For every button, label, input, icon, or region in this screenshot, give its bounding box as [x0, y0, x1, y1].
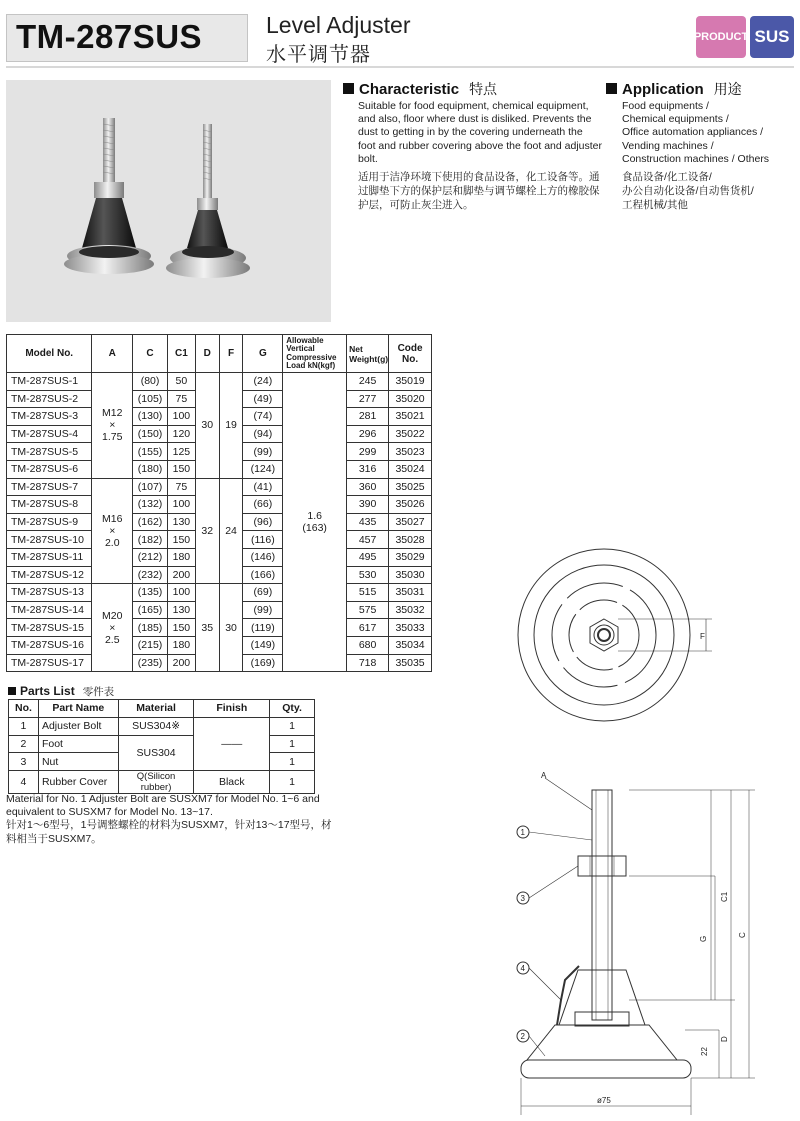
load-value: (163) — [302, 522, 327, 535]
thread-spec: 1.75 — [102, 431, 123, 444]
spec-row — [7, 584, 432, 602]
parts-header-finish: Finish — [194, 700, 270, 718]
part-qty: 1 — [270, 753, 315, 771]
cell-g: (99) — [243, 601, 283, 619]
parts-header-name: Part Name — [38, 700, 118, 718]
cell-g: (119) — [243, 619, 283, 637]
callout-2: 2 — [520, 1032, 525, 1041]
application-heading-zh: 用途 — [713, 81, 742, 97]
cell-code: 35019 — [389, 373, 432, 391]
thread-spec: × — [109, 621, 116, 634]
product-tag: PRODUCT — [696, 16, 746, 58]
application-item: Construction machines / Others — [622, 152, 770, 165]
cell-model: TM-287SUS-8 — [7, 496, 92, 514]
cell-code: 35025 — [389, 478, 432, 496]
cell-code: 35020 — [389, 390, 432, 408]
cell-c1: 100 — [167, 584, 195, 602]
cell-code: 35032 — [389, 601, 432, 619]
part-name: Adjuster Bolt — [38, 717, 118, 735]
cell-g: (94) — [243, 425, 283, 443]
cell-c1: 200 — [167, 654, 195, 672]
dim-d: D — [720, 1036, 729, 1042]
part-material: Q(Silicon rubber) — [118, 771, 194, 794]
cell-g: (99) — [243, 443, 283, 461]
cell-g: (169) — [243, 654, 283, 672]
cell-c1: 130 — [167, 513, 195, 531]
cell-c: (185) — [133, 619, 168, 637]
part-qty: 1 — [270, 771, 315, 794]
cell-c1: 100 — [167, 408, 195, 426]
cell-c1: 180 — [167, 548, 195, 566]
cell-code: 35035 — [389, 654, 432, 672]
cell-a — [92, 373, 133, 479]
cell-c1: 100 — [167, 496, 195, 514]
cell-net-weight: 617 — [347, 619, 389, 637]
material-note — [6, 793, 336, 846]
cell-model: TM-287SUS-3 — [7, 408, 92, 426]
cell-code: 35022 — [389, 425, 432, 443]
thread-spec: × — [109, 419, 116, 432]
cell-net-weight: 435 — [347, 513, 389, 531]
application-heading-en: Application — [622, 81, 704, 98]
header-c1: C1 — [167, 335, 195, 373]
cell-model: TM-287SUS-5 — [7, 443, 92, 461]
application-item: Food equipments / — [622, 100, 709, 112]
application-heading — [606, 79, 742, 99]
application-item-zh: 工程机械/其他 — [622, 199, 688, 211]
cell-f: 24 — [219, 478, 243, 584]
cell-model: TM-287SUS-11 — [7, 548, 92, 566]
cell-c1: 125 — [167, 443, 195, 461]
callout-3: 3 — [520, 894, 525, 903]
dim-c: C — [738, 932, 747, 938]
cell-c: (182) — [133, 531, 168, 549]
dim-g: G — [699, 935, 708, 942]
cell-g: (96) — [243, 513, 283, 531]
header-f: F — [219, 335, 243, 373]
cell-model: TM-287SUS-10 — [7, 531, 92, 549]
thread-spec: × — [109, 524, 116, 537]
cell-net-weight: 390 — [347, 496, 389, 514]
thread-spec: M12 — [102, 407, 123, 420]
cell-c: (135) — [133, 584, 168, 602]
parts-header-no: No. — [9, 700, 39, 718]
spec-table — [6, 334, 432, 672]
subtitle-en: Level Adjuster — [266, 12, 411, 38]
cell-g: (149) — [243, 636, 283, 654]
header-c: C — [133, 335, 168, 373]
cell-c1: 150 — [167, 531, 195, 549]
cell-code: 35028 — [389, 531, 432, 549]
dim-diameter: ø75 — [597, 1096, 611, 1105]
application-item: Vending machines / — [622, 139, 714, 152]
cell-c: (162) — [133, 513, 168, 531]
cell-c: (180) — [133, 460, 168, 478]
cell-a — [92, 478, 133, 584]
cell-net-weight: 316 — [347, 460, 389, 478]
parts-row — [9, 717, 315, 735]
thread-spec: 2.0 — [104, 536, 120, 549]
application-item-zh: 办公自动化设备/自动售货机/ — [622, 185, 754, 197]
cell-code: 35023 — [389, 443, 432, 461]
cell-c1: 50 — [167, 373, 195, 391]
part-no: 2 — [9, 735, 39, 753]
cell-net-weight: 495 — [347, 548, 389, 566]
parts-header-material: Material — [118, 700, 194, 718]
part-qty: 1 — [270, 735, 315, 753]
characteristic-heading-en: Characteristic — [359, 81, 460, 98]
header-a: A — [92, 335, 133, 373]
cell-c1: 120 — [167, 425, 195, 443]
cell-c: (155) — [133, 443, 168, 461]
top-view-drawing — [514, 545, 734, 725]
cell-c: (235) — [133, 654, 168, 672]
cell-net-weight: 296 — [347, 425, 389, 443]
header-d: D — [195, 335, 219, 373]
cell-g: (69) — [243, 584, 283, 602]
cell-f: 30 — [219, 584, 243, 672]
cell-model: TM-287SUS-15 — [7, 619, 92, 637]
part-no: 4 — [9, 771, 39, 794]
parts-row — [9, 771, 315, 794]
cell-g: (166) — [243, 566, 283, 584]
cell-net-weight: 245 — [347, 373, 389, 391]
cell-c: (105) — [133, 390, 168, 408]
characteristic-text-en: Suitable for food equipment, chemical equipment, and also, floor where dust is disliked. Prevents the dust to getting in by the covering underneath the foot and rubber covering above the foot and adjuster bolt. — [358, 100, 603, 165]
spec-row — [7, 478, 432, 496]
part-name: Rubber Cover — [38, 771, 118, 794]
cell-model: TM-287SUS-1 — [7, 373, 92, 391]
cell-net-weight: 360 — [347, 478, 389, 496]
callout-4: 4 — [520, 964, 525, 973]
callout-1: 1 — [520, 828, 525, 837]
parts-list-heading-zh: 零件表 — [82, 686, 115, 698]
header-model: Model No. — [7, 335, 92, 373]
level-adjuster-illustration — [6, 80, 331, 322]
part-material: SUS304 — [118, 735, 194, 771]
header-g: G — [243, 335, 283, 373]
application-item: Office automation appliances / — [622, 126, 764, 139]
cell-g: (41) — [243, 478, 283, 496]
application-item-zh: 食品设备/化工设备/ — [622, 171, 712, 183]
header-load: Allowable Vertical Compressive Load kN(kgf) — [283, 335, 347, 373]
cell-model: TM-287SUS-14 — [7, 601, 92, 619]
characteristic-heading — [343, 79, 497, 99]
cell-code: 35034 — [389, 636, 432, 654]
cell-net-weight: 299 — [347, 443, 389, 461]
cell-c1: 150 — [167, 460, 195, 478]
cell-model: TM-287SUS-16 — [7, 636, 92, 654]
thread-spec: 2.5 — [104, 633, 120, 646]
cell-c: (212) — [133, 548, 168, 566]
bullet-square-icon — [343, 83, 354, 94]
cell-d: 30 — [195, 373, 219, 479]
cell-c: (215) — [133, 636, 168, 654]
header-net-weight: Net Weight(g) — [347, 335, 389, 373]
cell-net-weight: 575 — [347, 601, 389, 619]
application-item: Chemical equipments / — [622, 113, 729, 126]
part-qty: 1 — [270, 717, 315, 735]
cell-c: (165) — [133, 601, 168, 619]
parts-header-row — [9, 700, 315, 718]
cell-load — [283, 373, 347, 672]
sus-tag: SUS — [750, 16, 794, 58]
cell-g: (74) — [243, 408, 283, 426]
characteristic-text-zh: 适用于洁净环境下使用的食品设备，化工设备等。通过脚垫下方的保护层和脚垫与调节螺栓上方的橡胶保护层，可防止灰尘进入。 — [358, 171, 600, 211]
spec-body — [7, 373, 432, 672]
part-name: Nut — [38, 753, 118, 771]
cell-net-weight: 281 — [347, 408, 389, 426]
dim-22: 22 — [700, 1047, 709, 1056]
cell-c: (130) — [133, 408, 168, 426]
parts-header-qty: Qty. — [270, 700, 315, 718]
cell-net-weight: 530 — [347, 566, 389, 584]
application-list-zh — [622, 170, 754, 212]
cell-g: (116) — [243, 531, 283, 549]
cell-model: TM-287SUS-12 — [7, 566, 92, 584]
dim-a: A — [541, 771, 547, 780]
cell-c: (150) — [133, 425, 168, 443]
spec-header-row — [7, 335, 432, 373]
load-value: 1.6 — [307, 510, 322, 523]
cell-d: 35 — [195, 584, 219, 672]
cell-d: 32 — [195, 478, 219, 584]
cell-code: 35024 — [389, 460, 432, 478]
parts-list-heading — [8, 684, 114, 699]
cell-code: 35027 — [389, 513, 432, 531]
parts-list-heading-en: Parts List — [20, 684, 75, 698]
dim-c1: C1 — [720, 891, 729, 902]
cell-g: (49) — [243, 390, 283, 408]
cell-a — [92, 584, 133, 672]
cell-c: (232) — [133, 566, 168, 584]
bullet-square-icon — [606, 83, 617, 94]
part-finish: —— — [194, 717, 270, 770]
cell-c1: 130 — [167, 601, 195, 619]
parts-table — [8, 699, 315, 794]
header-code: Code No. — [389, 335, 432, 373]
header-divider — [6, 66, 794, 68]
cell-f: 19 — [219, 373, 243, 479]
part-finish: Black — [194, 771, 270, 794]
cell-c: (107) — [133, 478, 168, 496]
cell-g: (146) — [243, 548, 283, 566]
material-note-zh: 针对1～6型号，1号调整螺栓的材料为SUSXM7，针对13～17型号，材料相当于SUSXM7。 — [6, 819, 332, 845]
characteristic-heading-zh: 特点 — [469, 81, 498, 97]
product-photo — [6, 80, 331, 322]
model-title: TM-287SUS — [16, 18, 203, 55]
part-no: 3 — [9, 753, 39, 771]
cell-code: 35029 — [389, 548, 432, 566]
cell-g: (24) — [243, 373, 283, 391]
cell-c1: 200 — [167, 566, 195, 584]
cell-g: (66) — [243, 496, 283, 514]
cell-c1: 180 — [167, 636, 195, 654]
cell-net-weight: 718 — [347, 654, 389, 672]
cell-code: 35033 — [389, 619, 432, 637]
dim-f: F — [700, 632, 705, 641]
cell-code: 35031 — [389, 584, 432, 602]
cell-c1: 150 — [167, 619, 195, 637]
cell-model: TM-287SUS-2 — [7, 390, 92, 408]
cell-model: TM-287SUS-17 — [7, 654, 92, 672]
part-no: 1 — [9, 717, 39, 735]
thread-spec: M20 — [102, 609, 123, 622]
cell-net-weight: 457 — [347, 531, 389, 549]
cell-c: (80) — [133, 373, 168, 391]
cell-model: TM-287SUS-4 — [7, 425, 92, 443]
material-note-en: Material for No. 1 Adjuster Bolt are SUSXM7 for Model No. 1~6 and equivalent to SUSXM7 for Model No. 13~17. — [6, 793, 320, 819]
side-view-drawing — [505, 770, 760, 1115]
cell-code: 35030 — [389, 566, 432, 584]
bullet-square-icon — [8, 687, 16, 695]
subtitle-zh: 水平调节器 — [266, 44, 371, 66]
spec-row — [7, 373, 432, 391]
application-list-en — [622, 100, 797, 166]
cell-g: (124) — [243, 460, 283, 478]
cell-code: 35021 — [389, 408, 432, 426]
cell-model: TM-287SUS-7 — [7, 478, 92, 496]
cell-model: TM-287SUS-13 — [7, 584, 92, 602]
cell-c1: 75 — [167, 390, 195, 408]
part-material: SUS304※ — [118, 717, 194, 735]
cell-model: TM-287SUS-6 — [7, 460, 92, 478]
cell-net-weight: 680 — [347, 636, 389, 654]
cell-c1: 75 — [167, 478, 195, 496]
cell-net-weight: 277 — [347, 390, 389, 408]
cell-c: (132) — [133, 496, 168, 514]
cell-code: 35026 — [389, 496, 432, 514]
thread-spec: M16 — [102, 512, 123, 525]
cell-net-weight: 515 — [347, 584, 389, 602]
cell-model: TM-287SUS-9 — [7, 513, 92, 531]
part-name: Foot — [38, 735, 118, 753]
